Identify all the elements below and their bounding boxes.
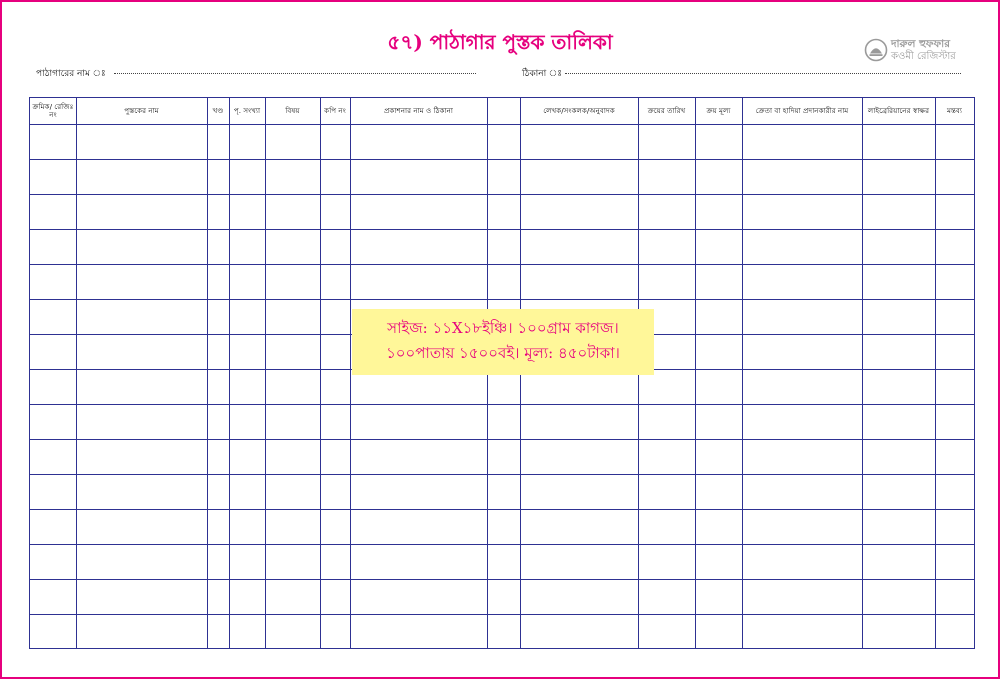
column-header-8	[488, 98, 519, 124]
column-header-14: মন্তব্য	[946, 105, 963, 115]
table-row[interactable]	[30, 194, 974, 229]
column-header-4: পৃ. সংখ্যা	[233, 105, 261, 115]
column-header-13: লাইব্রেরিয়ানের স্বাক্ষর	[867, 105, 930, 115]
publisher-logo	[864, 36, 984, 68]
column-header-5: বিষয়	[285, 105, 300, 115]
table-row[interactable]	[30, 614, 974, 649]
column-header-6: কপি নং	[324, 105, 346, 115]
table-row[interactable]	[30, 264, 974, 299]
form-title: ৫৭) পাঠাগার পুস্তক তালিকা	[387, 30, 613, 54]
table-row[interactable]	[30, 439, 974, 474]
table-row[interactable]	[30, 579, 974, 614]
table-row[interactable]	[30, 159, 974, 194]
column-header-7: প্রকাশনার নাম ও ঠিকানা	[384, 105, 453, 115]
column-header-3: খণ্ড	[212, 105, 224, 115]
notice-line-1: সাইজ: ১১X১৮ইঞ্চি। ১০০গ্রাম কাগজ।	[387, 319, 619, 337]
logo-text-line-1: দারুল হুফফার	[891, 38, 950, 50]
column-header-1: ক্রমিক/ রেজিঃ নং	[32, 101, 74, 119]
table-row[interactable]	[30, 509, 974, 544]
address-label: ঠিকানা ঃ	[522, 69, 562, 79]
table-row[interactable]	[30, 229, 974, 264]
table-row[interactable]	[30, 124, 974, 159]
logo-text-line-2: কওমী রেজিস্টার	[891, 51, 956, 62]
column-header-11: ক্রয় মূল্য	[706, 105, 731, 115]
column-header-12: ক্রেতা বা হাদিয়া প্রদানকারীর নাম	[755, 105, 849, 115]
column-header-9: লেখক/সংকলক/অনুবাদক	[543, 105, 615, 115]
library-name-label: পাঠাগারের নাম ঃ	[36, 69, 106, 79]
table-row[interactable]	[30, 544, 974, 579]
notice-line-2: ১০০পাতায় ১৫০০বই। মূল্য: ৪৫০টাকা।	[386, 344, 620, 362]
publisher-emblem-icon	[864, 38, 888, 62]
address-field[interactable]	[565, 73, 961, 74]
table-header-row	[30, 98, 974, 124]
column-header-10: ক্রয়ের তারিখ	[647, 105, 686, 115]
print-spec-notice	[352, 309, 654, 375]
table-row[interactable]	[30, 404, 974, 439]
table-row[interactable]	[30, 474, 974, 509]
library-name-field[interactable]	[114, 73, 476, 74]
column-header-2: পুস্তকের নাম	[124, 105, 159, 115]
